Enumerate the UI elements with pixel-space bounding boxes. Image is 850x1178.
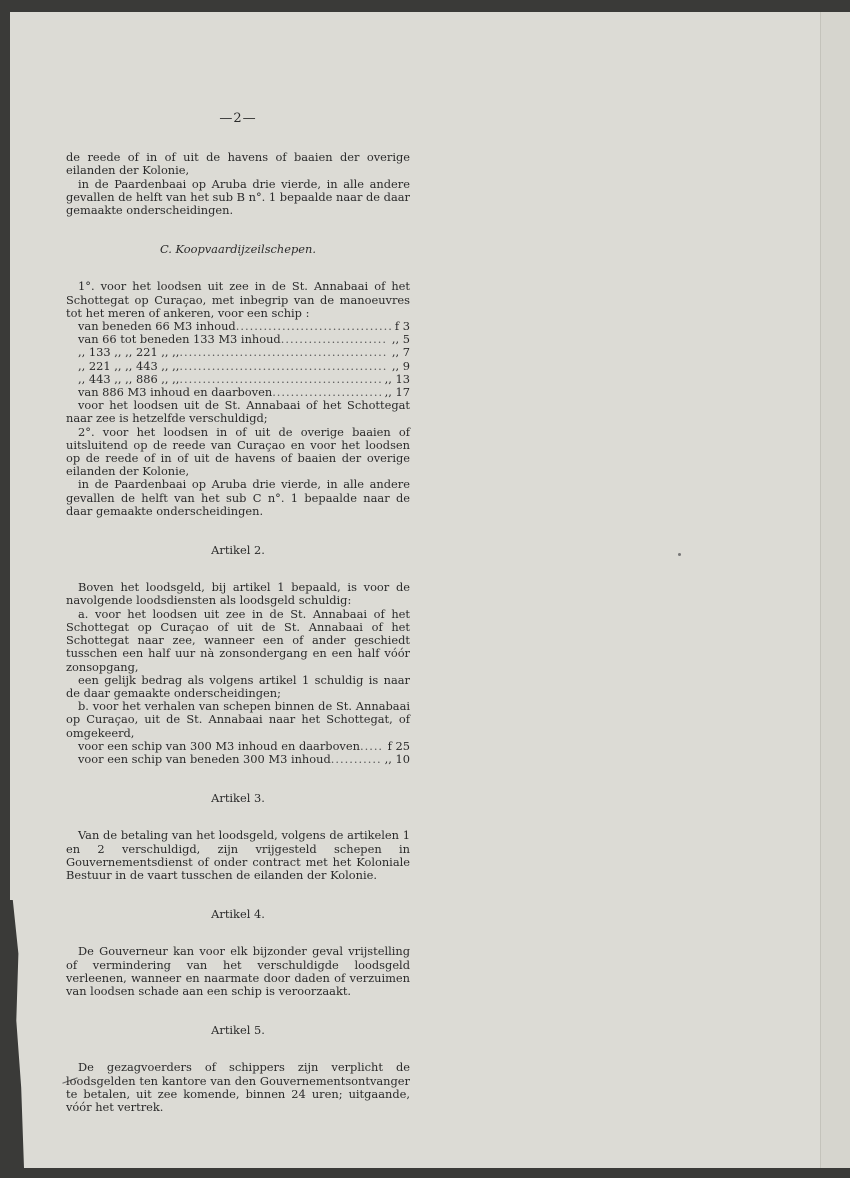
section-heading: C. Koopvaardijzeilschepen. <box>159 242 316 257</box>
paragraph: a. voor het loodsen uit zee in de St. Annabaai of het Schottegat op Curaçao of uit de St. Annabaai of het Schottegat naar zee, wanneer een of ander geschiedt tusschen een half uur nà zonsondergang en een half vóór zonsopgang, <box>66 606 410 674</box>
paper-speck <box>678 553 681 556</box>
rate-row: voor een schip van 300 M3 inhoud en daarboven ..... f 25 <box>78 740 410 753</box>
rate-row: van 886 M3 inhoud en daarboven ..... ,, 17 <box>78 386 410 399</box>
paragraph: 1°. voor het loodsen uit zee in de St. Annabaai of het Schottegat op Curaçao, met inbegrip van de manoeuvres tot het meren of ankeren, voor een schip : <box>66 279 410 320</box>
intro-line: in de Paardenbaai op Aruba drie vierde, in alle andere gevallen de helft van het sub B n°. 1 bepaalde naar de daar gemaakte onderscheidingen. <box>66 176 410 218</box>
rate-table <box>66 740 410 766</box>
paragraph: De Gouverneur kan voor elk bijzonder geval vrijstelling of vermindering van het verschuldigde loodsgeld verleenen, wanneer en naarmate door daden of verzuimen van loodsen schade aan een schip is veroorzaakt. <box>66 944 410 998</box>
paragraph: b. voor het verhalen van schepen binnen de St. Annabaai op Curaçao, uit de St. Annabaai naar het Schottegat, of omgekeerd, <box>66 699 410 740</box>
text-column <box>66 112 410 1114</box>
rate-row: ,, 443 ,, ,, 886 ,, ,, ..... ,, 13 <box>78 373 410 386</box>
rate-table <box>66 320 410 399</box>
paragraph: een gelijk bedrag als volgens artikel 1 schuldig is naar de daar gemaakte onderscheidingen; <box>66 672 410 700</box>
paragraph: De gezagvoerders of schippers zijn verplicht de loodsgelden ten kantore van den Gouvernementsontvanger te betalen, uit zee komende, binnen 24 uren; uitgaande, vóór het vertrek. <box>66 1060 410 1114</box>
rate-row: ,, 221 ,, ,, 443 ,, ,, ..... ,, 9 <box>78 360 410 373</box>
intro-line: de reede of in of uit de havens of baaien der overige eilanden der Kolonie, <box>66 150 410 178</box>
adjacent-page-edge <box>820 12 850 1168</box>
paragraph: voor het loodsen uit de St. Annabaai of het Schottegat naar zee is hetzelfde verschuldigd; <box>66 398 410 426</box>
rate-row: van 66 tot beneden 133 M3 inhoud ..... ,, 5 <box>78 333 410 346</box>
paragraph: 2°. voor het loodsen in of uit de overige baaien of uitsluitend op de reede van Curaçao en voor het loodsen op de reede of in of uit de havens of baaien der overige eilanden der Kolonie, <box>66 424 410 479</box>
paragraph: Boven het loodsgeld, bij artikel 1 bepaald, is voor de navolgende loodsdiensten als loodsgeld schuldig: <box>66 580 410 608</box>
paragraph: in de Paardenbaai op Aruba drie vierde, in alle andere gevallen de helft van het sub C n°. 1 bepaalde naar de daar gemaakte onderscheidingen. <box>66 477 410 518</box>
article-heading: Artikel 5. <box>211 1023 265 1038</box>
rate-row: voor een schip van beneden 300 M3 inhoud ..... ,, 10 <box>78 753 410 766</box>
page-number: —2— <box>219 111 257 126</box>
rate-row: van beneden 66 M3 inhoud ..... f 3 <box>78 320 410 333</box>
rate-row: ,, 133 ,, ,, 221 ,, ,, ..... ,, 7 <box>78 346 410 359</box>
article-heading: Artikel 4. <box>211 907 265 922</box>
paragraph: Van de betaling van het loodsgeld, volgens de artikelen 1 en 2 verschuldigd, zijn vrijgesteld schepen in Gouvernementsdienst of onder contract met het Koloniale Bestuur in de vaart tusschen de eilanden der Kolonie. <box>66 828 410 882</box>
article-heading: Artikel 3. <box>211 791 265 806</box>
article-heading: Artikel 2. <box>211 543 265 558</box>
